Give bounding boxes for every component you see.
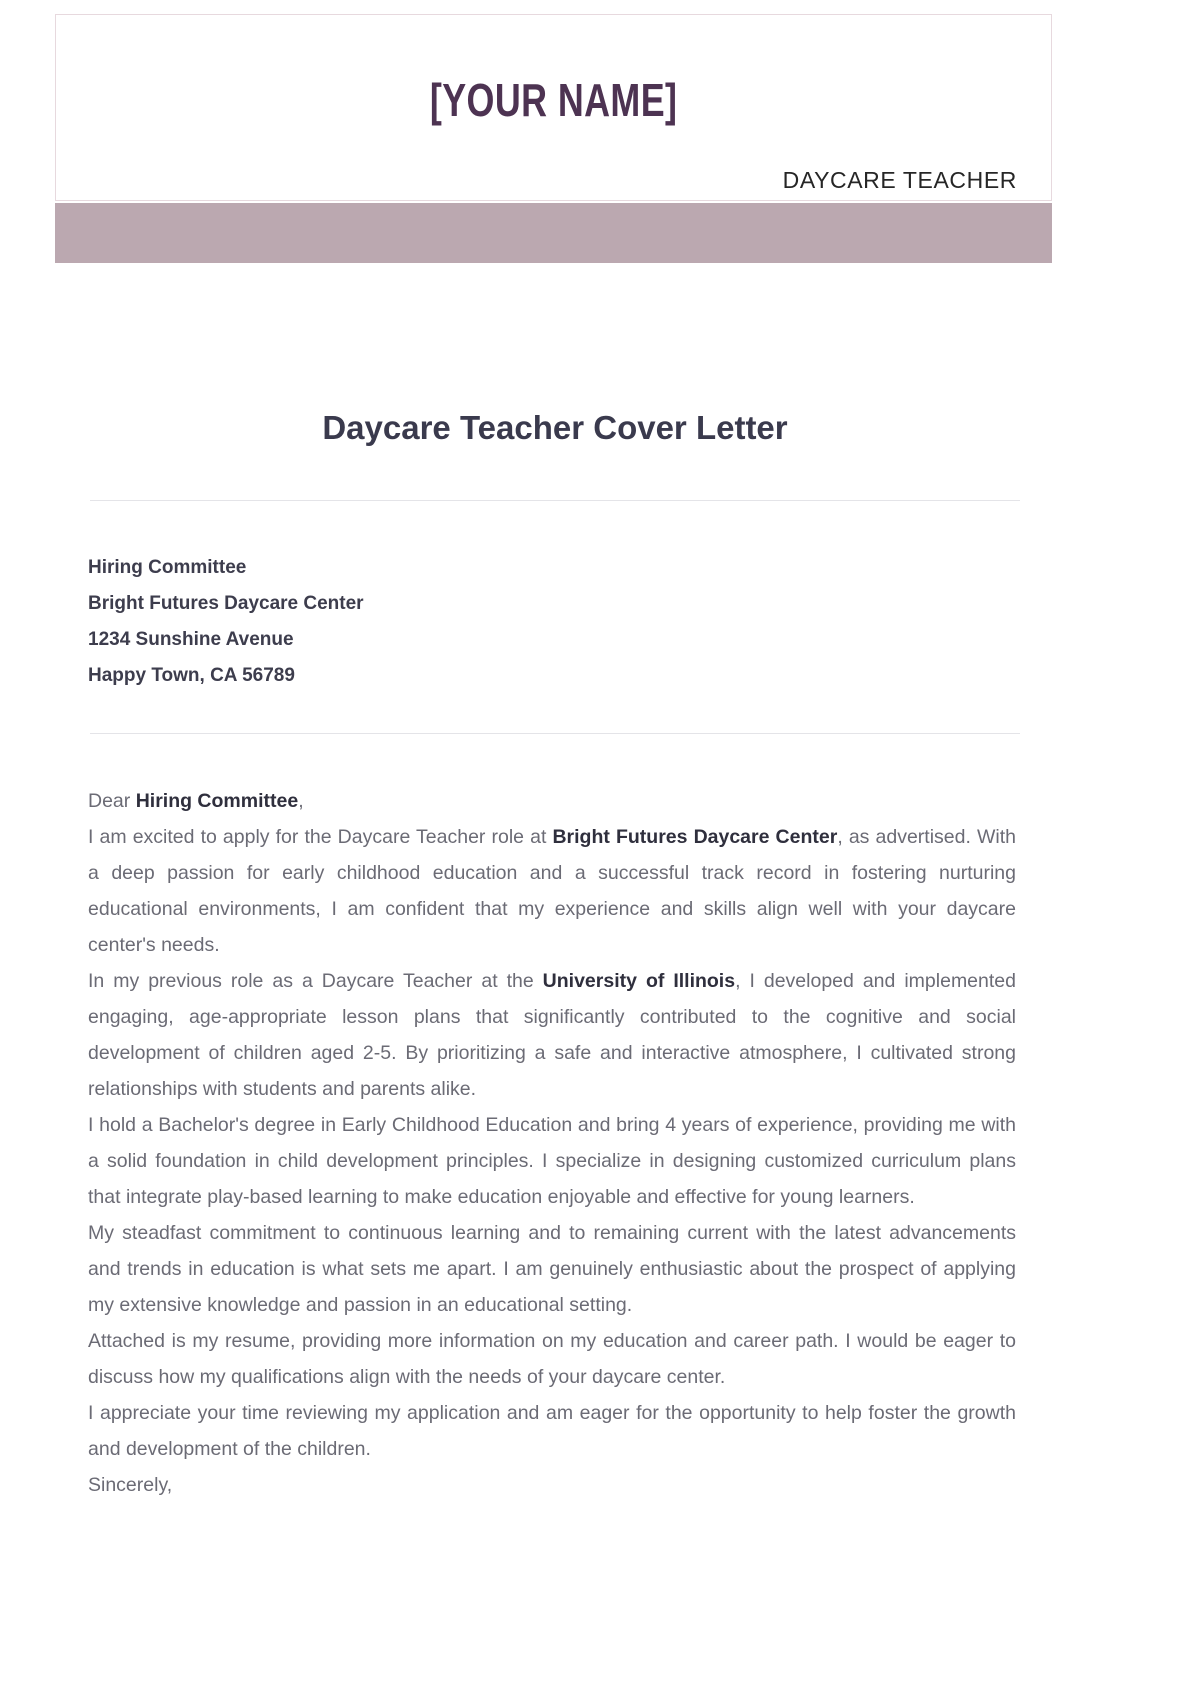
salutation-recipient-name: Hiring Committee <box>135 790 299 812</box>
letter-paragraph-4: My steadfast commitment to continuous learning and to remaining current with the latest advancements and trends in education is what sets me apart. I am genuinely enthusiastic about the prospect of applying my extensive knowledge and passion in an educational setting. <box>88 1222 1016 1316</box>
applicant-job-title: DAYCARE TEACHER <box>782 167 1017 193</box>
recipient-line: Happy Town, CA 56789 <box>88 665 295 686</box>
letter-paragraph-3: I hold a Bachelor's degree in Early Childhood Education and bring 4 years of experience, providing me with a solid foundation in child development principles. I specialize in designing customized curriculum plans that integrate play-based learning to make education enjoyable and effective for young learners. <box>88 1114 1016 1208</box>
recipient-address-block <box>88 550 788 694</box>
letter-paragraph-2 <box>88 963 1016 1107</box>
paragraph-2-text-b: , I developed and implemented engaging, age-appropriate lesson plans that significantly contributed to the cognitive and social development of children aged 2-5. By prioritizing a safe and interactive atmosphere, I cultivated strong relationships with students and parents alike. <box>88 970 1016 1100</box>
letterhead-box <box>55 14 1052 201</box>
paragraph-1-company-name: Bright Futures Daycare Center <box>552 826 838 848</box>
paragraph-1-text-b: , as advertised. With a deep passion for early childhood education and a successful track record in fostering nurturing educational environments, I am confident that my experience and skills align well with your daycare center's needs. <box>88 826 1017 956</box>
letter-body <box>88 783 1016 1503</box>
paragraph-1-text-a: I am excited to apply for the Daycare Teacher role at <box>88 826 553 848</box>
recipient-line: Hiring Committee <box>88 557 247 578</box>
applicant-name-row <box>56 74 1051 126</box>
recipient-line: Bright Futures Daycare Center <box>88 593 364 614</box>
divider-below-recipient <box>90 733 1020 734</box>
divider-above-recipient <box>90 500 1020 501</box>
applicant-job-title-row <box>783 167 1017 194</box>
salutation-prefix: Dear <box>88 790 136 812</box>
letter-paragraph-6: I appreciate your time reviewing my application and am eager for the opportunity to help foster the growth and development of the children. <box>88 1402 1016 1460</box>
header-accent-bar <box>55 203 1052 263</box>
paragraph-2-employer-name: University of Illinois <box>542 970 736 992</box>
applicant-name: [YOUR NAME] <box>429 74 678 126</box>
recipient-line: 1234 Sunshine Avenue <box>88 629 294 650</box>
paragraph-2-text-a: In my previous role as a Daycare Teacher at the <box>88 970 543 992</box>
page-title: Daycare Teacher Cover Letter <box>322 409 788 446</box>
letter-paragraph-1 <box>88 819 1016 963</box>
letter-paragraph-5: Attached is my resume, providing more information on my education and career path. I would be eager to discuss how my qualifications align with the needs of your daycare center. <box>88 1330 1016 1388</box>
salutation <box>88 783 1016 819</box>
salutation-suffix: , <box>298 790 304 812</box>
letter-closing: Sincerely, <box>88 1474 173 1496</box>
